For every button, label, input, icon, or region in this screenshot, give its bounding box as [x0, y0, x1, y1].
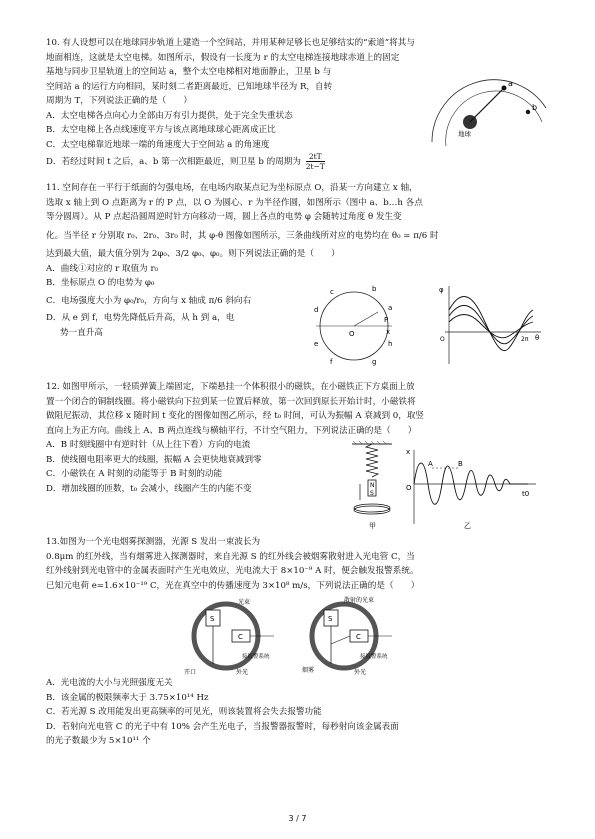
- q11-line: 达到最大值，最大值分别为 2φ₀、3/2 φ₀、φ₀。则下列说法正确的是（ ）: [46, 249, 340, 259]
- q10-formula-num: 2tT: [306, 152, 325, 162]
- label-2pi: 2π: [521, 336, 529, 343]
- q10-formula-den: 2t−T: [305, 162, 325, 171]
- q12-line: 直向上为正方向。曲线上 A、B 两点连线与横轴平行，不计空气阻力，下列说法正确的是（ ）: [46, 425, 417, 436]
- label-waiguang-right: 外光: [354, 669, 367, 676]
- q12-option-d: D．增加线圈的匝数，t₀ 会减小，线圈产生的内能不变: [46, 483, 252, 494]
- label-A: A: [428, 460, 433, 468]
- label-x: x: [406, 448, 411, 456]
- q11-option-a: A．曲线①对应的 r 取值为 r₀: [46, 263, 159, 274]
- q13-line: 13.如图为一个光电烟雾探测器，光源 S 发出一束波长为: [46, 537, 261, 547]
- label-c: c: [330, 288, 334, 296]
- q10-option-d-text: D．若经过时间 t 之后，a、b 第一次相距最近，则卫星 b 的周期为: [46, 157, 301, 167]
- label-S-left: S: [210, 615, 215, 623]
- q13-option-d-cont: 的光子数最少为 5×10¹¹ 个: [46, 736, 151, 746]
- q11-line: 选取 x 轴上到 O 点距离为 r 的 P 点，以 O 为圆心、r 为半径作圆，如图所示（图中 a、b…h 各点: [46, 197, 423, 208]
- coil: [354, 504, 390, 512]
- q11-option-d: D．从 e 到 f，电势先降低后升高，从 h 到 a，电: [46, 313, 235, 323]
- scattered-beam: [331, 636, 350, 644]
- q11-circle-figure: [314, 284, 394, 366]
- label-jia: 甲: [369, 522, 376, 530]
- label-yanwu: 烟雾: [302, 667, 315, 674]
- q10-option-c: C．太空电梯靠近地球一端的角速度大于空间站 a 的角速度: [46, 139, 270, 150]
- label-yi: 乙: [464, 522, 471, 530]
- question-13-options: [46, 676, 546, 749]
- label-kaikou: 开口: [184, 669, 197, 676]
- label-x: x: [386, 328, 391, 336]
- q10-option-d: [46, 152, 546, 171]
- q12-option-c: C．小磁铁在 A 时刻的动能等于 B 时刻的动能: [46, 469, 223, 479]
- label-theta: θ: [535, 334, 540, 342]
- label-C-right: C: [356, 633, 361, 641]
- label-O: O: [406, 484, 412, 492]
- label-B: B: [458, 460, 463, 468]
- q12-option-b: B．使线圈电阻率更大的线圈，振幅 A 会更快地衰减到零: [46, 454, 262, 465]
- label-a: a: [388, 304, 393, 312]
- radius-line: [354, 312, 378, 326]
- q11-line: 11. 空间存在一平行于纸面的匀强电场，在电场内取某点记为坐标原点 O，沿某一方向建立 x 轴，: [46, 183, 418, 193]
- q13-line: 0.8μm 的红外线，当有烟雾进入探测器时，来自光源 S 的红外线会被烟雾散射进入光电管 C，当: [46, 551, 415, 562]
- label-t0: t0: [522, 490, 530, 498]
- label-f: f: [330, 358, 333, 366]
- q11-option-d-cont: 势一直升高: [60, 327, 103, 338]
- spring: [366, 444, 378, 477]
- label-h: h: [388, 340, 393, 348]
- q10-line: 10. 有人设想可以在地球同步轨道上建造一个空间站，并用某种足够长也足够结实的“索道”将其与: [46, 38, 415, 48]
- q10-option-b: B．太空电梯上各点线速度平方与该点离地球球心距离成正比: [46, 125, 276, 135]
- q10-formula: [306, 152, 325, 171]
- q10-line: 空间站 a 的运行方向相同，某时刻二者距离最近，已知地球半径为 R，自转: [46, 81, 333, 92]
- q13-option-a: A．光电流的大小与光照强度无关: [46, 678, 173, 688]
- station-a: [502, 86, 507, 91]
- label-waiguang-left: 外光: [236, 669, 249, 676]
- q11-line: 等分圆周）。从 P 点起沿圆周逆时针方向移动一周，圆上各点的电势 φ 会随转过角度 θ 发生变: [46, 212, 402, 222]
- coil-2: [354, 506, 390, 514]
- label-e: e: [314, 340, 319, 348]
- label-phi: φ: [439, 286, 444, 294]
- label-g: g: [372, 358, 377, 366]
- label-earth: 地球: [458, 130, 471, 138]
- q12-option-a: A．B 时刻线圈中有逆时针（从上往下看）方向的电流: [46, 440, 251, 450]
- q13-option-c: C．若光源 S 改用能发出更高频率的可见光，则该装置将会失去报警功能: [46, 707, 322, 717]
- q12-line: 置一个闭合的铜制线圈。将小磁铁向下拉到某一位置后释放，第一次回到原长开始计时，小磁铁将: [46, 396, 416, 407]
- label-S-right: S: [328, 615, 333, 623]
- label-S: S: [370, 490, 374, 497]
- q11-phi-theta-graph: [437, 284, 545, 366]
- label-d: d: [314, 306, 319, 314]
- label-origin: O: [440, 336, 445, 343]
- q13-option-d: D．若射向光电管 C 的光子中有 10% 会产生光电子，当报警器报警时，每秒射向该金属表面: [46, 721, 399, 732]
- question-13: [46, 535, 546, 593]
- satellite-b: [526, 110, 530, 114]
- q13-line: 红外线射到光电管中的金属表面时产生光电效应，光电流大于 8×10⁻⁹ A 时，便会触发报警系统。: [46, 566, 419, 576]
- q12-line: 12. 如图甲所示，一轻质弹簧上端固定，下端悬挂一个体积很小的磁铁，在小磁铁正下方桌面上放: [46, 382, 415, 392]
- label-baojing-left: 接报警系统: [242, 654, 270, 660]
- q10-line: 基地与同步卫星轨道上的空间站 a，整个太空电梯相对地面静止，卫星 b 与: [46, 67, 332, 77]
- label-P: P: [384, 316, 389, 324]
- q10-earth-figure: [424, 70, 554, 152]
- label-baojing-right: 接报警系统: [360, 654, 388, 660]
- q12-line: 做阻尼振动，其位移 x 随时间 t 变化的图像如图乙所示，经 t₀ 时间，可认为振幅 A 衰减到 0，取竖: [46, 411, 425, 421]
- label-O: O: [349, 330, 355, 338]
- q11-line: 化。当半径 r 分别取 r₀、2r₀、3r₀ 时，其 φ-θ 图像如图所示，三条曲线所对应的电势均在 θ₀ = π/6 时: [46, 230, 439, 241]
- q13-detector-figure: [178, 594, 418, 676]
- q10-line: 地面相连，这就是太空电梯。如图所示，假设有一长度为 r 的太空电梯连接地球赤道上的固定: [46, 52, 400, 63]
- q12-spring-figure: [344, 440, 402, 532]
- damped-curve: [414, 463, 528, 504]
- elevator-cable: [470, 88, 504, 122]
- q10-option-a: A．太空电梯各点向心力全部由万有引力提供，处于完全失重状态: [46, 110, 293, 121]
- label-sanshe: 散射的光束: [344, 597, 375, 604]
- label-b: b: [372, 285, 377, 293]
- q11-option-b: B．坐标原点 O 的电势为 φ₀: [46, 278, 155, 288]
- q10-line: 周期为 T，下列说法正确的是（ ）: [46, 96, 192, 106]
- label-N: N: [370, 482, 375, 489]
- label-guangshu: 光束: [238, 599, 251, 606]
- q12-oscillation-graph: [404, 448, 544, 530]
- label-b: b: [532, 103, 538, 112]
- q13-line: 已知元电荷 e=1.6×10⁻¹⁹ C，光在真空中的传播速度为 3×10⁸ m/s，下列说法正确的是（ ）: [46, 580, 420, 591]
- label-a: a: [508, 79, 513, 88]
- label-C-left: C: [238, 633, 243, 641]
- page-number: 3 / 7: [288, 814, 307, 823]
- q13-option-b: B．该金属的极限频率大于 3.75×10¹⁴ Hz: [46, 692, 209, 703]
- q11-option-c: C．电场强度大小为 φ₀/r₀，方向与 x 轴成 π/6 斜向右: [46, 295, 252, 306]
